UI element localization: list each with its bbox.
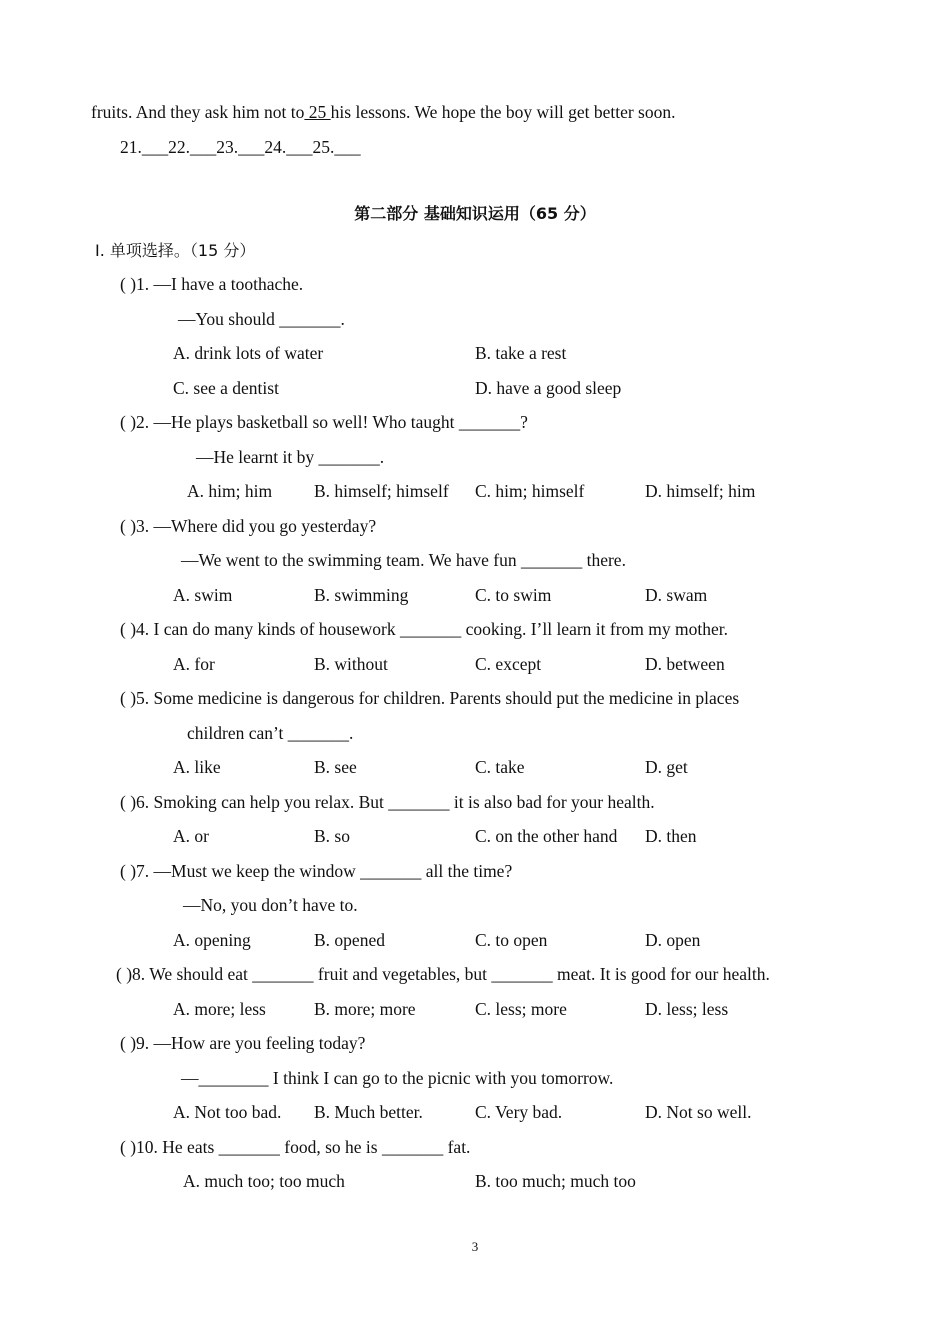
question-5-stem: ( )5. Some medicine is dangerous for children. Parents should put the medicine in places	[120, 688, 740, 708]
question-7-option-b: B. opened	[314, 930, 385, 950]
question-8-option-b: B. more; more	[314, 999, 416, 1019]
question-3-option-d: D. swam	[645, 585, 708, 605]
question-6-option-b: B. so	[314, 826, 350, 846]
question-8-stem: ( )8. We should eat _______ fruit and vegetables, but _______ meat. It is good for our health.	[116, 964, 770, 984]
page-number: 3	[471, 1239, 479, 1254]
question-7-stem: ( )7. —Must we keep the window _______ all the time?	[120, 861, 513, 881]
question-3-option-b: B. swimming	[314, 585, 409, 605]
question-1-stem: ( )1. —I have a toothache.	[120, 274, 304, 294]
question-9-option-a: A. Not too bad.	[173, 1102, 282, 1122]
question-4-option-b: B. without	[314, 654, 388, 674]
question-8-option-c: C. less; more	[475, 999, 567, 1019]
question-1-option-c: C. see a dentist	[173, 378, 279, 398]
question-6-stem: ( )6. Smoking can help you relax. But _______ it is also bad for your health.	[120, 792, 655, 812]
question-2-option-d: D. himself; him	[645, 481, 756, 501]
question-4-option-d: D. between	[645, 654, 725, 674]
question-4-option-a: A. for	[173, 654, 215, 674]
question-4-option-c: C. except	[475, 654, 542, 674]
question-10-stem: ( )10. He eats _______ food, so he is _______ fat.	[120, 1137, 471, 1157]
question-6-option-a: A. or	[173, 826, 209, 846]
question-1-option-d: D. have a good sleep	[475, 378, 622, 398]
question-3-stem: ( )3. —Where did you go yesterday?	[120, 516, 377, 536]
question-5-option-a: A. like	[173, 757, 221, 777]
question-8-option-a: A. more; less	[173, 999, 266, 1019]
question-9-option-c: C. Very bad.	[475, 1102, 563, 1122]
question-2-stem: ( )2. —He plays basketball so well! Who taught _______?	[120, 412, 528, 432]
question-5-option-c: C. take	[475, 757, 525, 777]
question-3-option-a: A. swim	[173, 585, 233, 605]
passage-last-line	[91, 101, 675, 123]
question-9-option-d: D. Not so well.	[645, 1102, 752, 1122]
question-1-option-a: A. drink lots of water	[173, 343, 324, 363]
question-5-option-d: D. get	[645, 757, 688, 777]
question-7-option-a: A. opening	[173, 930, 251, 950]
question-9-option-b: B. Much better.	[314, 1102, 423, 1122]
question-2-option-b: B. himself; himself	[314, 481, 449, 501]
question-2-reply: —He learnt it by _______.	[196, 447, 385, 467]
question-3-option-c: C. to swim	[475, 585, 552, 605]
question-7-option-d: D. open	[645, 930, 701, 950]
blank-25: 25	[304, 102, 331, 122]
question-10-option-b: B. too much; much too	[475, 1171, 636, 1191]
question-7-option-c: C. to open	[475, 930, 548, 950]
question-4-stem: ( )4. I can do many kinds of housework _______ cooking. I’ll learn it from my mother.	[120, 619, 729, 639]
question-3-reply: —We went to the swimming team. We have fun _______ there.	[181, 550, 626, 570]
question-2-option-a: A. him; him	[187, 481, 273, 501]
question-1-option-b: B. take a rest	[475, 343, 567, 363]
passage-text-post: his lessons. We hope the boy will get better soon.	[330, 102, 676, 122]
section-subtitle: Ⅰ. 单项选择。（15 分）	[95, 241, 256, 260]
question-5-option-b: B. see	[314, 757, 357, 777]
question-9-reply: —________ I think I can go to the picnic with you tomorrow.	[181, 1068, 614, 1088]
question-7-reply: —No, you don’t have to.	[183, 895, 358, 915]
section-title: 第二部分 基础知识运用（65 分）	[354, 204, 596, 223]
passage-text-pre: fruits. And they ask him not to	[91, 102, 305, 122]
question-10-option-a: A. much too; too much	[183, 1171, 345, 1191]
question-6-option-d: D. then	[645, 826, 697, 846]
question-9-stem: ( )9. —How are you feeling today?	[120, 1033, 366, 1053]
question-2-option-c: C. him; himself	[475, 481, 585, 501]
question-6-option-c: C. on the other hand	[475, 826, 618, 846]
question-1-reply: —You should _______.	[178, 309, 345, 329]
question-5-reply: children can’t _______.	[187, 723, 354, 743]
question-8-option-d: D. less; less	[645, 999, 729, 1019]
answer-blanks-line: 21.___22.___23.___24.___25.___	[120, 137, 361, 157]
